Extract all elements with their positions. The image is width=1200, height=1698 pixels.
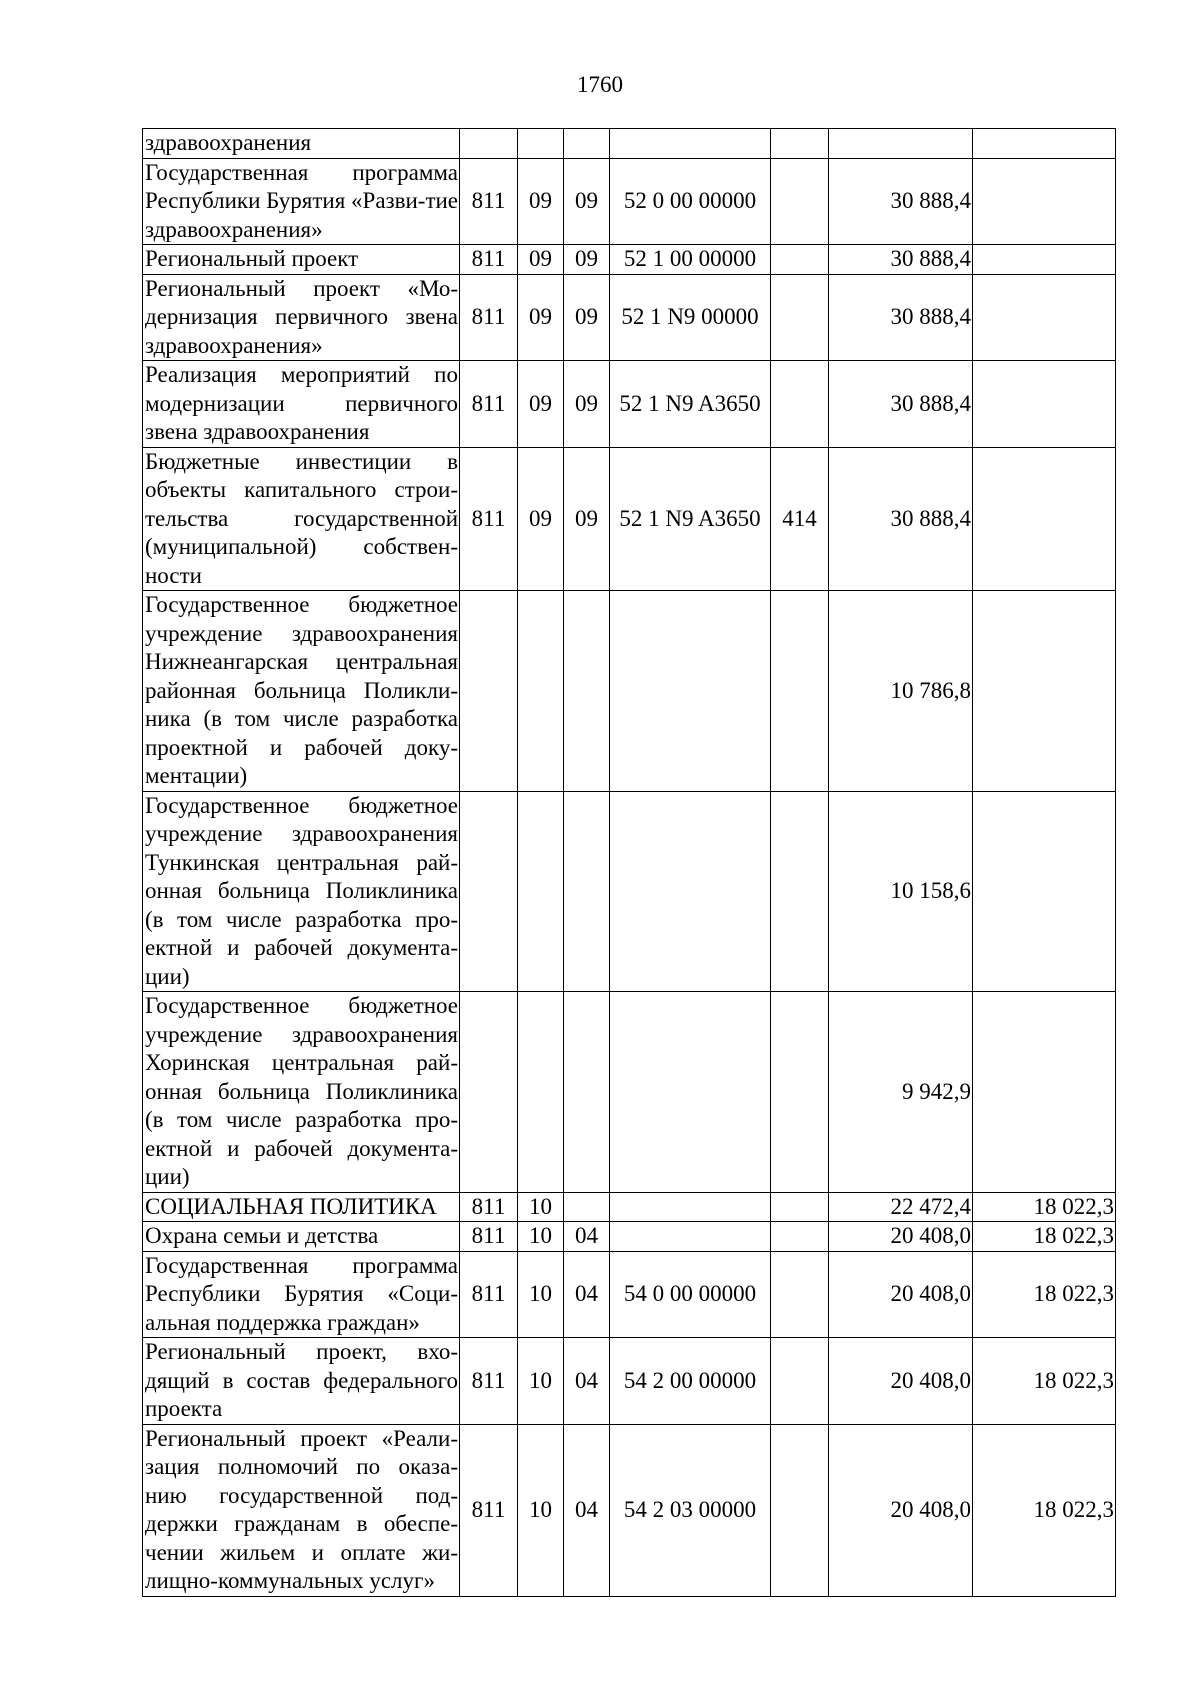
cell-expense-type — [771, 1424, 829, 1596]
cell-target-article: 52 1 N9 00000 — [610, 274, 771, 361]
cell-subsection: 09 — [564, 158, 610, 245]
row-name: Государственная программа Республики Бурятия «Соци-альная поддержка граждан» — [143, 1251, 460, 1338]
cell-expense-type: 414 — [771, 447, 829, 591]
cell-ministry: 811 — [460, 158, 518, 245]
table-row — [143, 1222, 1116, 1252]
cell-subsection — [564, 129, 610, 159]
cell-section: 10 — [518, 1424, 564, 1596]
cell-expense-type — [771, 274, 829, 361]
cell-subsection — [564, 591, 610, 792]
cell-section: 10 — [518, 1222, 564, 1252]
cell-amount: 10 158,6 — [829, 791, 973, 992]
cell-amount-2 — [973, 129, 1116, 159]
cell-amount-2: 18 022,3 — [973, 1251, 1116, 1338]
cell-ministry — [460, 791, 518, 992]
row-name: Региональный проект, вхо-дящий в состав федерального проекта — [143, 1338, 460, 1425]
cell-amount: 30 888,4 — [829, 245, 973, 275]
cell-amount: 22 472,4 — [829, 1192, 973, 1222]
cell-ministry: 811 — [460, 1192, 518, 1222]
cell-target-article: 52 1 N9 A3650 — [610, 361, 771, 448]
cell-amount-2 — [973, 274, 1116, 361]
cell-section: 10 — [518, 1338, 564, 1425]
cell-section: 09 — [518, 158, 564, 245]
table-row — [143, 447, 1116, 591]
table-row — [143, 1424, 1116, 1596]
cell-ministry: 811 — [460, 1424, 518, 1596]
budget-table-body — [143, 129, 1116, 1597]
row-name: Региональный проект «Реали-зация полномочий по оказа-нию государственной под-держки гражданам в обеспе-чении жильем и оплате жи-лищно-коммунальных услуг» — [143, 1424, 460, 1596]
cell-expense-type — [771, 1338, 829, 1425]
cell-section — [518, 129, 564, 159]
cell-subsection — [564, 992, 610, 1193]
cell-ministry: 811 — [460, 245, 518, 275]
cell-target-article: 52 0 00 00000 — [610, 158, 771, 245]
row-name: Региональный проект — [143, 245, 460, 275]
cell-target-article — [610, 992, 771, 1193]
cell-ministry: 811 — [460, 361, 518, 448]
row-name: Региональный проект «Мо-дернизация первичного звена здравоохранения» — [143, 274, 460, 361]
table-row — [143, 1338, 1116, 1425]
table-row — [143, 1251, 1116, 1338]
cell-subsection: 09 — [564, 274, 610, 361]
row-name: Государственное бюджетное учреждение здравоохранения Нижнеангарская центральная районная больница Поликли-ника (в том числе разработка проектной и рабочей доку-ментации) — [143, 591, 460, 792]
cell-expense-type — [771, 791, 829, 992]
cell-section: 09 — [518, 245, 564, 275]
cell-amount-2 — [973, 447, 1116, 591]
cell-expense-type — [771, 1251, 829, 1338]
cell-target-article: 52 1 N9 A3650 — [610, 447, 771, 591]
cell-subsection: 09 — [564, 447, 610, 591]
page-number: 1760 — [577, 72, 623, 97]
cell-expense-type — [771, 1222, 829, 1252]
cell-amount-2: 18 022,3 — [973, 1338, 1116, 1425]
cell-section: 09 — [518, 361, 564, 448]
cell-expense-type — [771, 158, 829, 245]
table-row — [143, 361, 1116, 448]
cell-amount-2: 18 022,3 — [973, 1192, 1116, 1222]
table-row — [143, 129, 1116, 159]
cell-section: 09 — [518, 447, 564, 591]
row-name: Бюджетные инвестиции в объекты капитального строи-тельства государственной (муниципальной) собствен-ности — [143, 447, 460, 591]
cell-amount: 30 888,4 — [829, 447, 973, 591]
cell-subsection — [564, 791, 610, 992]
cell-amount-2 — [973, 361, 1116, 448]
cell-amount-2 — [973, 158, 1116, 245]
cell-target-article: 54 0 00 00000 — [610, 1251, 771, 1338]
cell-target-article — [610, 591, 771, 792]
cell-expense-type — [771, 591, 829, 792]
row-name: Реализация мероприятий по модернизации первичного звена здравоохранения — [143, 361, 460, 448]
row-name: здравоохранения — [143, 129, 460, 159]
cell-subsection — [564, 1192, 610, 1222]
cell-target-article: 54 2 03 00000 — [610, 1424, 771, 1596]
row-name: Государственное бюджетное учреждение здравоохранения Хоринская центральная рай-онная больница Поликлиника (в том числе разработка про-ектной и рабочей документа-ции) — [143, 992, 460, 1193]
cell-amount-2 — [973, 791, 1116, 992]
table-row — [143, 245, 1116, 275]
cell-ministry: 811 — [460, 447, 518, 591]
cell-expense-type — [771, 1192, 829, 1222]
cell-target-article — [610, 1192, 771, 1222]
cell-amount-2 — [973, 245, 1116, 275]
row-name: Охрана семьи и детства — [143, 1222, 460, 1252]
cell-expense-type — [771, 245, 829, 275]
cell-expense-type — [771, 992, 829, 1193]
cell-section: 10 — [518, 1251, 564, 1338]
cell-subsection: 09 — [564, 245, 610, 275]
cell-ministry — [460, 129, 518, 159]
cell-amount: 20 408,0 — [829, 1251, 973, 1338]
budget-table — [142, 128, 1116, 1597]
cell-section: 10 — [518, 1192, 564, 1222]
row-name: Государственная программа Республики Бурятия «Разви-тие здравоохранения» — [143, 158, 460, 245]
table-row — [143, 992, 1116, 1193]
cell-expense-type — [771, 129, 829, 159]
cell-amount: 10 786,8 — [829, 591, 973, 792]
cell-amount: 30 888,4 — [829, 158, 973, 245]
cell-amount — [829, 129, 973, 159]
row-name: СОЦИАЛЬНАЯ ПОЛИТИКА — [143, 1192, 460, 1222]
cell-subsection: 04 — [564, 1222, 610, 1252]
cell-amount: 9 942,9 — [829, 992, 973, 1193]
cell-amount-2 — [973, 591, 1116, 792]
cell-amount-2 — [973, 992, 1116, 1193]
cell-amount: 30 888,4 — [829, 361, 973, 448]
table-row — [143, 274, 1116, 361]
table-row — [143, 1192, 1116, 1222]
cell-target-article: 52 1 00 00000 — [610, 245, 771, 275]
cell-subsection: 04 — [564, 1424, 610, 1596]
cell-amount: 20 408,0 — [829, 1222, 973, 1252]
cell-expense-type — [771, 361, 829, 448]
cell-ministry: 811 — [460, 1222, 518, 1252]
cell-ministry: 811 — [460, 1251, 518, 1338]
cell-subsection: 04 — [564, 1338, 610, 1425]
cell-ministry: 811 — [460, 274, 518, 361]
cell-ministry: 811 — [460, 1338, 518, 1425]
cell-target-article — [610, 129, 771, 159]
cell-section — [518, 791, 564, 992]
cell-amount: 30 888,4 — [829, 274, 973, 361]
cell-amount-2: 18 022,3 — [973, 1222, 1116, 1252]
cell-section — [518, 992, 564, 1193]
cell-target-article — [610, 791, 771, 992]
row-name: Государственное бюджетное учреждение здравоохранения Тункинская центральная рай-онная больница Поликлиника (в том числе разработка про-ектной и рабочей документа-ции) — [143, 791, 460, 992]
cell-ministry — [460, 591, 518, 792]
table-row — [143, 158, 1116, 245]
cell-amount: 20 408,0 — [829, 1424, 973, 1596]
cell-target-article: 54 2 00 00000 — [610, 1338, 771, 1425]
cell-amount-2: 18 022,3 — [973, 1424, 1116, 1596]
cell-target-article — [610, 1222, 771, 1252]
cell-subsection: 09 — [564, 361, 610, 448]
table-row — [143, 591, 1116, 792]
cell-subsection: 04 — [564, 1251, 610, 1338]
cell-section: 09 — [518, 274, 564, 361]
table-row — [143, 791, 1116, 992]
cell-section — [518, 591, 564, 792]
cell-ministry — [460, 992, 518, 1193]
cell-amount: 20 408,0 — [829, 1338, 973, 1425]
